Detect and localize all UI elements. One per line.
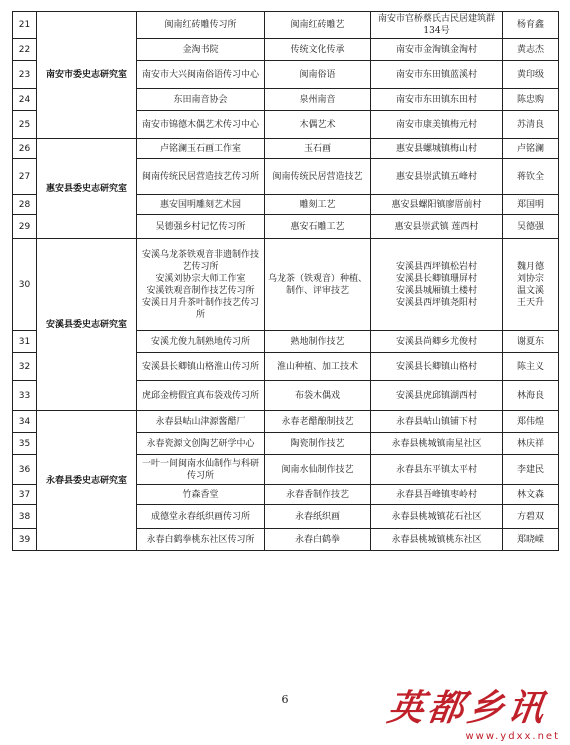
- address-cell: 南安市东田镇东田村: [371, 89, 503, 111]
- base-name-cell: 南安市大兴闽南俗语传习中心: [137, 61, 265, 89]
- row-number-cell: 35: [13, 433, 37, 455]
- project-cell: 永春香制作技艺: [265, 485, 371, 505]
- base-name-cell: 南安市锦德木偶艺术传习中心: [137, 111, 265, 139]
- project-cell: 永春老醋酿制技艺: [265, 411, 371, 433]
- inheritor-cell: 黄志杰: [503, 39, 559, 61]
- inheritor-cell: 陈忠购: [503, 89, 559, 111]
- project-cell: 传统文化传承: [265, 39, 371, 61]
- base-name-cell: 东田南音协会: [137, 89, 265, 111]
- base-name-cell: 闽南传统民居营造技艺传习所: [137, 159, 265, 195]
- table-row: [13, 12, 559, 39]
- address-cell: 南安市东田镇蓝溪村: [371, 61, 503, 89]
- document-sheet: [12, 11, 558, 551]
- address-cell: 惠安县螺阳镇廖厝前村: [371, 195, 503, 215]
- project-cell: 泉州南音: [265, 89, 371, 111]
- address-cell: 惠安县崇武镇五峰村: [371, 159, 503, 195]
- base-name-cell: 安溪县长卿镇山格淮山传习所: [137, 353, 265, 381]
- base-name-cell: 闽南红砖雕传习所: [137, 12, 265, 39]
- row-number-cell: 24: [13, 89, 37, 111]
- project-cell: 永春白鹤拳: [265, 529, 371, 551]
- inheritor-cell: 李建民: [503, 455, 559, 485]
- row-number-cell: 30: [13, 239, 37, 331]
- project-cell: 陶瓷制作技艺: [265, 433, 371, 455]
- project-cell: 木偶艺术: [265, 111, 371, 139]
- address-cell: 南安市康美镇梅元村: [371, 111, 503, 139]
- address-cell: 永春县桃城镇桃东社区: [371, 529, 503, 551]
- row-number-cell: 31: [13, 331, 37, 353]
- page-number: 6: [281, 693, 289, 706]
- base-name-cell: 一叶一间闽南水仙制作与科研传习所: [137, 455, 265, 485]
- project-cell: 雕刻工艺: [265, 195, 371, 215]
- inheritor-cell: 谢夏东: [503, 331, 559, 353]
- recommending-unit-cell: 永春县委史志研究室: [37, 411, 137, 551]
- project-cell: 闽南传统民居营造技艺: [265, 159, 371, 195]
- inheritor-cell: 卢铭澜: [503, 139, 559, 159]
- address-cell: 永春县桃城镇南星社区: [371, 433, 503, 455]
- row-number-cell: 36: [13, 455, 37, 485]
- base-name-cell: 安溪乌龙茶铁观音非遗制作技艺传习所 安溪刘协宗大师工作室 安溪铁观音制作技艺传习所 安溪日月升茶叶制作技艺传习所: [137, 239, 265, 331]
- project-cell: 惠安石雕工艺: [265, 215, 371, 239]
- inheritor-cell: 苏清良: [503, 111, 559, 139]
- inheritor-cell: 陈主义: [503, 353, 559, 381]
- inheritor-cell: 林文森: [503, 485, 559, 505]
- table-row: [13, 411, 559, 433]
- heritage-base-table: [12, 11, 559, 551]
- base-name-cell: 卢铭澜玉石画工作室: [137, 139, 265, 159]
- base-name-cell: 安溪尤俊九制熟地传习所: [137, 331, 265, 353]
- row-number-cell: 26: [13, 139, 37, 159]
- base-name-cell: 金淘书院: [137, 39, 265, 61]
- row-number-cell: 22: [13, 39, 37, 61]
- row-number-cell: 23: [13, 61, 37, 89]
- project-cell: 闽南红砖雕艺: [265, 12, 371, 39]
- project-cell: 乌龙茶（铁观音）种植、制作、评审技艺: [265, 239, 371, 331]
- address-cell: 永春县桃城镇花石社区: [371, 505, 503, 529]
- base-name-cell: 惠安国明雕刻艺术园: [137, 195, 265, 215]
- row-number-cell: 29: [13, 215, 37, 239]
- address-cell: 南安市官桥蔡氏古民居建筑群134号: [371, 12, 503, 39]
- base-name-cell: 永春瓷源文创陶艺研学中心: [137, 433, 265, 455]
- address-cell: 南安市金淘镇金淘村: [371, 39, 503, 61]
- address-cell: 永春县岵山镇铺下村: [371, 411, 503, 433]
- recommending-unit-cell: 南安市委史志研究室: [37, 12, 137, 139]
- row-number-cell: 32: [13, 353, 37, 381]
- address-cell: 永春县吾峰镇枣岭村: [371, 485, 503, 505]
- address-cell: 安溪县尚卿乡尤俊村: [371, 331, 503, 353]
- base-name-cell: 永春县岵山津源酱醋厂: [137, 411, 265, 433]
- inheritor-cell: 黄印级: [503, 61, 559, 89]
- recommending-unit-cell: 安溪县委史志研究室: [37, 239, 137, 411]
- project-cell: 淮山种植、加工技术: [265, 353, 371, 381]
- watermark-url: www.ydxx.net: [465, 731, 560, 742]
- address-cell: 安溪县虎邱镇湖西村: [371, 381, 503, 411]
- inheritor-cell: 蒋钦全: [503, 159, 559, 195]
- base-name-cell: 成德堂永春纸织画传习所: [137, 505, 265, 529]
- watermark-logo: [384, 680, 564, 742]
- inheritor-cell: 郑伟煌: [503, 411, 559, 433]
- table-row: [13, 239, 559, 331]
- address-cell: 安溪县西坪镇松岩村 安溪县长卿镇珊屏村 安溪县城厢镇土楼村 安溪县西坪镇尧阳村: [371, 239, 503, 331]
- inheritor-cell: 杨育鑫: [503, 12, 559, 39]
- project-cell: 永春纸织画: [265, 505, 371, 529]
- inheritor-cell: 吴德强: [503, 215, 559, 239]
- address-cell: 惠安县崇武镇 莲西村: [371, 215, 503, 239]
- inheritor-cell: 魏月德 刘协宗 温文溪 王天升: [503, 239, 559, 331]
- base-name-cell: 虎邱金榜假宜真布袋戏传习所: [137, 381, 265, 411]
- row-number-cell: 28: [13, 195, 37, 215]
- base-name-cell: 竹森香堂: [137, 485, 265, 505]
- table-body: [13, 12, 559, 551]
- inheritor-cell: 林庆祥: [503, 433, 559, 455]
- project-cell: 闽南水仙制作技艺: [265, 455, 371, 485]
- inheritor-cell: 林海良: [503, 381, 559, 411]
- project-cell: 熟地制作技艺: [265, 331, 371, 353]
- base-name-cell: 永春白鹤拳桃东社区传习所: [137, 529, 265, 551]
- row-number-cell: 33: [13, 381, 37, 411]
- recommending-unit-cell: 惠安县委史志研究室: [37, 139, 137, 239]
- row-number-cell: 34: [13, 411, 37, 433]
- address-cell: 永春县东平镇太平村: [371, 455, 503, 485]
- row-number-cell: 25: [13, 111, 37, 139]
- row-number-cell: 27: [13, 159, 37, 195]
- table-row: [13, 139, 559, 159]
- inheritor-cell: 郑晓嵘: [503, 529, 559, 551]
- inheritor-cell: 方碧双: [503, 505, 559, 529]
- project-cell: 布袋木偶戏: [265, 381, 371, 411]
- row-number-cell: 21: [13, 12, 37, 39]
- address-cell: 惠安县螺城镇梅山村: [371, 139, 503, 159]
- inheritor-cell: 郑国明: [503, 195, 559, 215]
- project-cell: 玉石画: [265, 139, 371, 159]
- row-number-cell: 39: [13, 529, 37, 551]
- watermark-text: 英都乡讯: [384, 687, 551, 729]
- row-number-cell: 37: [13, 485, 37, 505]
- address-cell: 安溪县长卿镇山格村: [371, 353, 503, 381]
- row-number-cell: 38: [13, 505, 37, 529]
- project-cell: 闽南俗语: [265, 61, 371, 89]
- base-name-cell: 吴德强乡村记忆传习所: [137, 215, 265, 239]
